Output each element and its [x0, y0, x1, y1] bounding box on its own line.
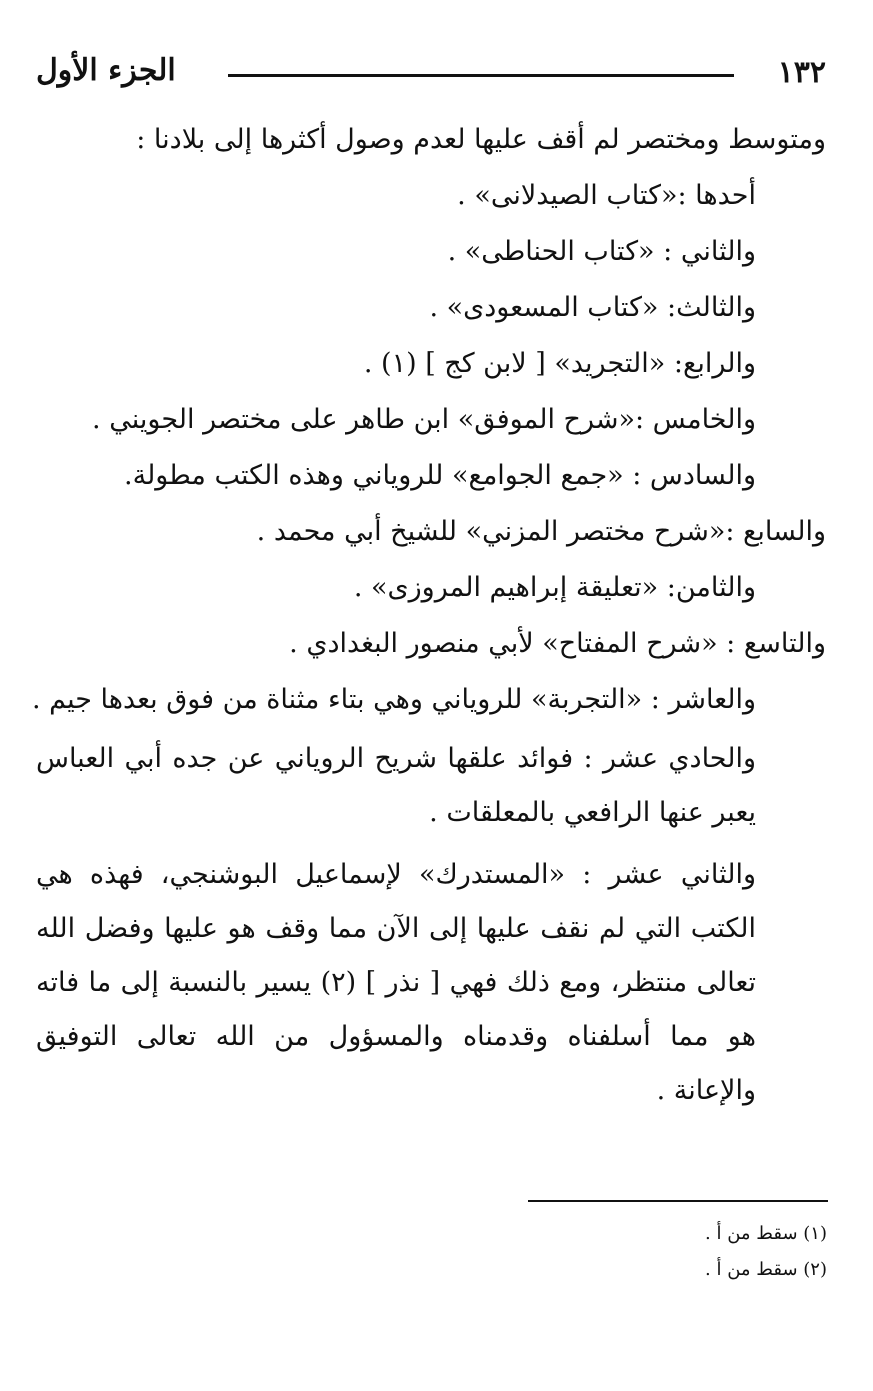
footnote: (٢) سقط من أ . [705, 1259, 827, 1280]
list-item: والتاسع : «شرح المفتاح» لأبي منصور البغدادي . [289, 628, 826, 659]
list-item: والسادس : «جمع الجوامع» للروياني وهذه الكتب مطولة. [124, 460, 756, 491]
list-item: والعاشر : «التجربة» للروياني وهي بتاء مثناة من فوق بعدها جيم . [31, 684, 756, 715]
footnote: (١) سقط من أ . [705, 1223, 827, 1244]
header-rule [228, 74, 734, 77]
footnotes [427, 1216, 827, 1288]
intro-line: ومتوسط ومختصر لم أقف عليها لعدم وصول أكثرها إلى بلادنا : [136, 124, 826, 155]
list-item: والثالث: «كتاب المسعودى» . [429, 292, 756, 323]
list-item: والرابع: «التجريد» [ لابن كج ] (١) . [363, 348, 756, 379]
list-item: والسابع :«شرح مختصر المزني» للشيخ أبي محمد . [256, 516, 826, 547]
paragraph-twelfth: والثاني عشر : «المستدرك» لإسماعيل البوشنجي، فهذه هي الكتب التي لم نقف عليها إلى الآن مما وقف هو عليها وفضل الله تعالى منتظر، ومع ذلك فهي [ نذر ] (٢) يسير بالنسبة إلى ما فاته هو مما أسلفناه وقدمناه والمسؤول من الله تعالى التوفيق والإعانة . [36, 859, 756, 1106]
main-text [31, 112, 826, 1126]
page-header [36, 52, 826, 96]
page-number: ١٣٢ [777, 55, 826, 90]
paragraph-eleventh: والحادي عشر : فوائد علقها شريح الروياني عن جده أبي العباس يعبر عنها الرافعي بالمعلقات . [36, 743, 756, 828]
list-item: والخامس :«شرح الموفق» ابن طاهر على مختصر الجويني . [92, 404, 756, 435]
footnote-separator [528, 1200, 828, 1202]
list-item: والثامن: «تعليقة إبراهيم المروزى» . [353, 572, 756, 603]
list-item: والثاني : «كتاب الحناطى» . [447, 236, 756, 267]
running-title: الجزء الأول [36, 53, 176, 88]
list-item: أحدها :«كتاب الصيدلانى» . [457, 180, 756, 211]
